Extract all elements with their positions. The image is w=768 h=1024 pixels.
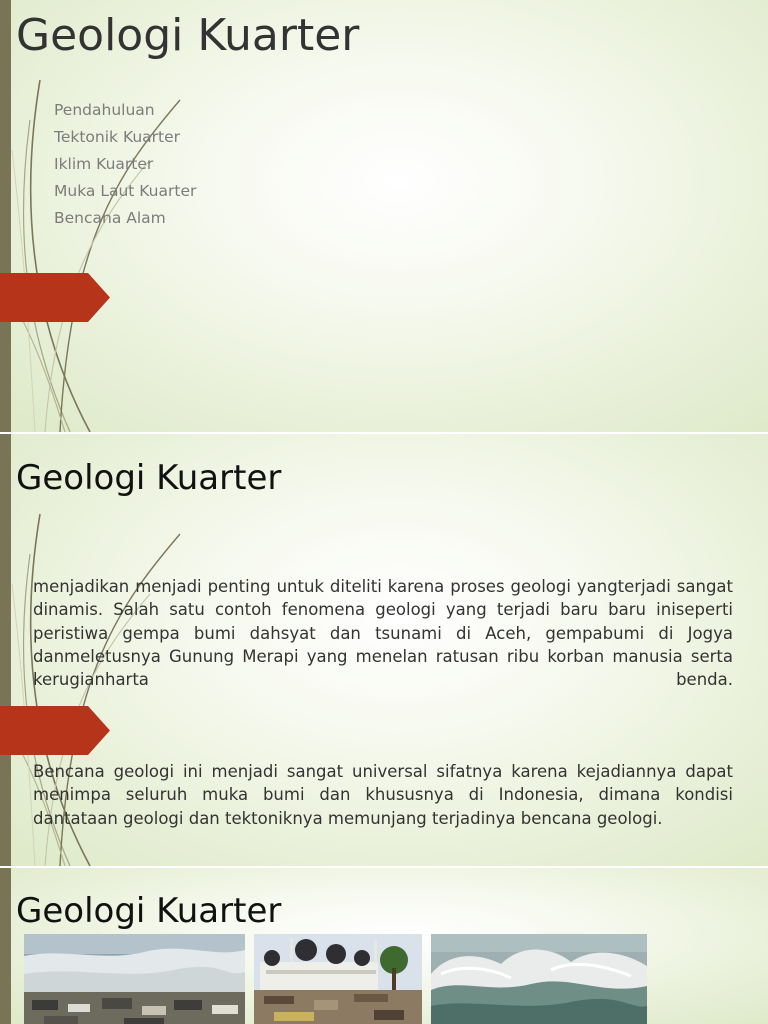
accent-arrow (0, 706, 110, 755)
slide-3 (0, 868, 768, 1024)
body-paragraph: Bencana geologi ini menjadi sangat universal sifatnya karena kejadiannya dapat menimpa seluruh muka bumi dan khususnya di Indonesia, dimana kondisi dantataan geologi dan tektoniknya memunjang terjadinya bencana geologi. (33, 762, 733, 828)
crashing-wave-photo (431, 934, 647, 1024)
topic-list (54, 97, 196, 232)
mosque-aftermath-photo (254, 934, 422, 1024)
list-item[interactable]: Bencana Alam (54, 209, 166, 227)
tsunami-photo (24, 934, 245, 1024)
slide-title: Geologi Kuarter (16, 891, 282, 931)
slide-title: Geologi Kuarter (16, 458, 282, 498)
left-bar (0, 868, 11, 1024)
slide-2 (0, 434, 768, 866)
accent-arrow (0, 273, 110, 322)
list-item[interactable]: Pendahuluan (54, 101, 155, 119)
slide-1 (0, 0, 768, 432)
list-item[interactable]: Muka Laut Kuarter (54, 182, 197, 200)
list-item[interactable]: Tektonik Kuarter (54, 128, 181, 146)
body-paragraph: menjadikan menjadi penting untuk diteliti karena proses geologi yangterjadi sangat dinamis. Salah satu contoh fenomena geologi yang terjadi baru baru iniseperti peristiwa gempa bumi dahsyat dan tsunami di Aceh, gempabumi di Jogya danmeletusnya Gunung Merapi yang menelan ratusan ribu korban manusia serta kerugianharta benda. (33, 577, 733, 690)
list-item[interactable]: Iklim Kuarter (54, 155, 154, 173)
slide-title: Geologi Kuarter (16, 10, 360, 61)
